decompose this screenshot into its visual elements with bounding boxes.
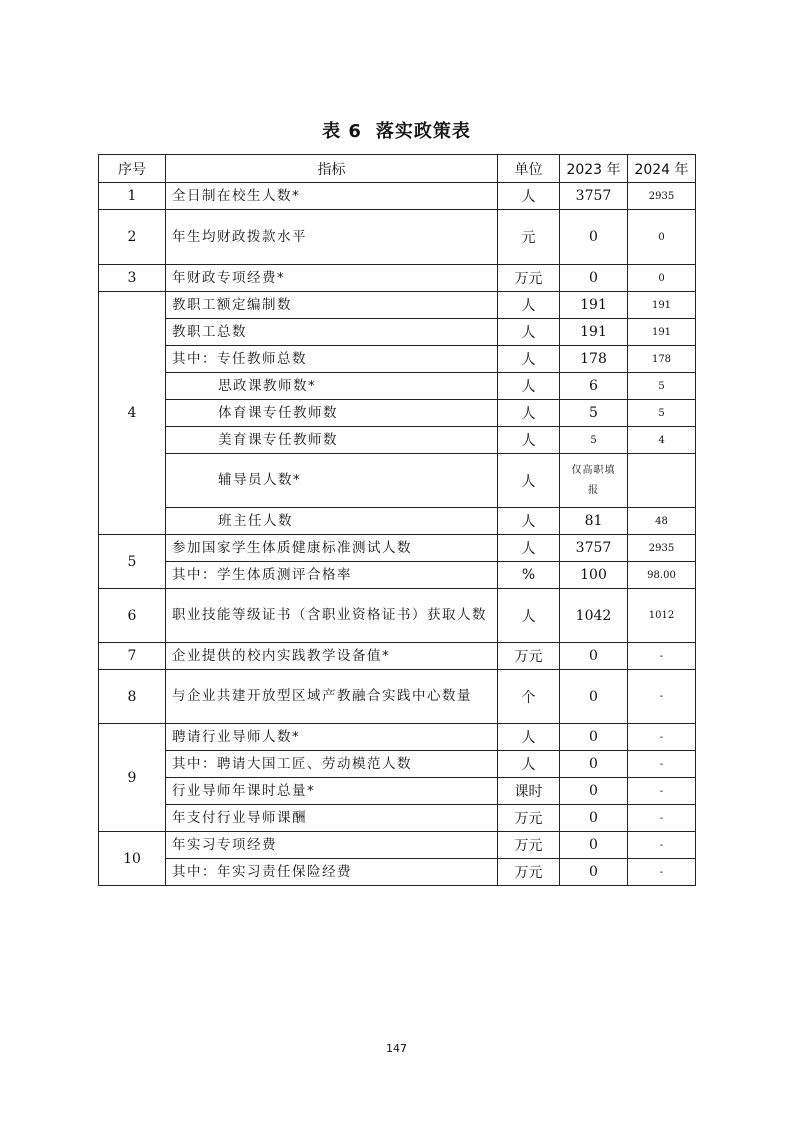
row-unit: 人 xyxy=(498,751,560,778)
row-value-2023: 3757 xyxy=(560,535,628,562)
row-seq: 2 xyxy=(99,210,166,265)
row-value-2023: 仅高职填报 xyxy=(560,454,628,508)
row-unit: 课时 xyxy=(498,778,560,805)
row-value-2024: 2935 xyxy=(628,183,696,210)
row-unit: 人 xyxy=(498,589,560,643)
row-indicator: 教职工总数 xyxy=(166,319,498,346)
row-value-2023: 178 xyxy=(560,346,628,373)
row-unit: 元 xyxy=(498,210,560,265)
row-value-2023: 0 xyxy=(560,643,628,670)
row-indicator: 教职工额定编制数 xyxy=(166,292,498,319)
row-value-2023: 0 xyxy=(560,859,628,886)
header-2023: 2023 年 xyxy=(560,155,628,183)
table-row xyxy=(99,508,696,535)
table-row xyxy=(99,562,696,589)
row-value-2023: 0 xyxy=(560,751,628,778)
row-unit: 万元 xyxy=(498,265,560,292)
header-unit: 单位 xyxy=(498,155,560,183)
row-indicator: 行业导师年课时总量* xyxy=(166,778,498,805)
row-value-2024: - xyxy=(628,751,696,778)
row-unit: 人 xyxy=(498,508,560,535)
row-value-2024: 191 xyxy=(628,292,696,319)
table-row xyxy=(99,643,696,670)
header-2024: 2024 年 xyxy=(628,155,696,183)
row-value-2023: 3757 xyxy=(560,183,628,210)
header-row xyxy=(99,155,696,183)
row-value-2024: - xyxy=(628,778,696,805)
row-value-2024: - xyxy=(628,832,696,859)
row-value-2024: - xyxy=(628,670,696,724)
row-value-2023: 0 xyxy=(560,670,628,724)
row-indicator: 与企业共建开放型区域产教融合实践中心数量 xyxy=(166,670,498,724)
row-value-2023: 0 xyxy=(560,265,628,292)
row-value-2024: 178 xyxy=(628,346,696,373)
row-value-2024: 5 xyxy=(628,373,696,400)
row-value-2024: - xyxy=(628,643,696,670)
row-value-2023: 5 xyxy=(560,427,628,454)
row-unit: 人 xyxy=(498,724,560,751)
table-row xyxy=(99,373,696,400)
row-unit: 人 xyxy=(498,535,560,562)
table-title-text: 落实政策表 xyxy=(375,121,471,142)
row-value-2024: - xyxy=(628,724,696,751)
row-indicator: 辅导员人数* xyxy=(166,454,498,508)
row-value-2024 xyxy=(628,454,696,508)
row-indicator: 其中：学生体质测评合格率 xyxy=(166,562,498,589)
table-row xyxy=(99,210,696,265)
row-value-2024: 191 xyxy=(628,319,696,346)
row-indicator: 年实习专项经费 xyxy=(166,832,498,859)
row-seq: 1 xyxy=(99,183,166,210)
row-value-2023: 0 xyxy=(560,805,628,832)
row-indicator: 美育课专任教师数 xyxy=(166,427,498,454)
table-row xyxy=(99,832,696,859)
row-unit: % xyxy=(498,562,560,589)
table-row xyxy=(99,724,696,751)
table-row xyxy=(99,859,696,886)
table-row xyxy=(99,454,696,508)
row-value-2023: 191 xyxy=(560,319,628,346)
policy-table xyxy=(98,154,696,886)
header-indicator: 指标 xyxy=(166,155,498,183)
row-value-2024: 0 xyxy=(628,210,696,265)
row-indicator: 全日制在校生人数* xyxy=(166,183,498,210)
table-row xyxy=(99,292,696,319)
row-indicator: 聘请行业导师人数* xyxy=(166,724,498,751)
row-value-2023: 0 xyxy=(560,724,628,751)
row-unit: 人 xyxy=(498,454,560,508)
table-row xyxy=(99,427,696,454)
table-row xyxy=(99,589,696,643)
row-unit: 人 xyxy=(498,346,560,373)
row-value-2023: 100 xyxy=(560,562,628,589)
row-value-2023: 81 xyxy=(560,508,628,535)
row-value-2024: - xyxy=(628,805,696,832)
row-indicator: 思政课教师数* xyxy=(166,373,498,400)
row-value-2023: 0 xyxy=(560,210,628,265)
row-seq: 3 xyxy=(99,265,166,292)
table-row xyxy=(99,265,696,292)
row-value-2023: 6 xyxy=(560,373,628,400)
table-row xyxy=(99,751,696,778)
row-indicator: 职业技能等级证书（含职业资格证书）获取人数 xyxy=(166,589,498,643)
header-seq: 序号 xyxy=(99,155,166,183)
table-row xyxy=(99,778,696,805)
table-row xyxy=(99,346,696,373)
row-indicator: 其中：聘请大国工匠、劳动模范人数 xyxy=(166,751,498,778)
row-unit: 万元 xyxy=(498,805,560,832)
row-value-2023: 5 xyxy=(560,400,628,427)
row-seq: 7 xyxy=(99,643,166,670)
row-seq: 9 xyxy=(99,724,166,832)
row-seq: 6 xyxy=(99,589,166,643)
row-seq: 8 xyxy=(99,670,166,724)
row-unit: 人 xyxy=(498,373,560,400)
row-unit: 人 xyxy=(498,319,560,346)
row-indicator: 班主任人数 xyxy=(166,508,498,535)
page-number: 147 xyxy=(386,1042,407,1055)
row-value-2024: 98.00 xyxy=(628,562,696,589)
row-unit: 万元 xyxy=(498,859,560,886)
row-value-2023: 0 xyxy=(560,832,628,859)
row-value-2024: 0 xyxy=(628,265,696,292)
row-indicator: 企业提供的校内实践教学设备值* xyxy=(166,643,498,670)
row-value-2024: 48 xyxy=(628,508,696,535)
row-indicator: 年财政专项经费* xyxy=(166,265,498,292)
table-label: 表 6 xyxy=(322,121,362,142)
table-row xyxy=(99,805,696,832)
row-unit: 人 xyxy=(498,292,560,319)
row-unit: 个 xyxy=(498,670,560,724)
row-seq: 10 xyxy=(99,832,166,886)
row-unit: 人 xyxy=(498,427,560,454)
row-indicator: 其中：专任教师总数 xyxy=(166,346,498,373)
row-unit: 万元 xyxy=(498,832,560,859)
row-indicator: 其中：年实习责任保险经费 xyxy=(166,859,498,886)
table-row xyxy=(99,535,696,562)
row-value-2023: 191 xyxy=(560,292,628,319)
row-value-2024: 5 xyxy=(628,400,696,427)
row-unit: 万元 xyxy=(498,643,560,670)
table-row xyxy=(99,670,696,724)
table-row xyxy=(99,183,696,210)
row-unit: 人 xyxy=(498,183,560,210)
row-indicator: 体育课专任教师数 xyxy=(166,400,498,427)
row-value-2024: 4 xyxy=(628,427,696,454)
row-value-2023: 1042 xyxy=(560,589,628,643)
row-indicator: 年支付行业导师课酬 xyxy=(166,805,498,832)
row-value-2023: 0 xyxy=(560,778,628,805)
row-value-2024: 2935 xyxy=(628,535,696,562)
row-seq: 4 xyxy=(99,292,166,535)
table-row xyxy=(99,400,696,427)
row-value-2024: - xyxy=(628,859,696,886)
row-unit: 人 xyxy=(498,400,560,427)
table-row xyxy=(99,319,696,346)
table-title xyxy=(0,117,793,143)
row-seq: 5 xyxy=(99,535,166,589)
row-value-2024: 1012 xyxy=(628,589,696,643)
row-indicator: 参加国家学生体质健康标准测试人数 xyxy=(166,535,498,562)
row-indicator: 年生均财政拨款水平 xyxy=(166,210,498,265)
